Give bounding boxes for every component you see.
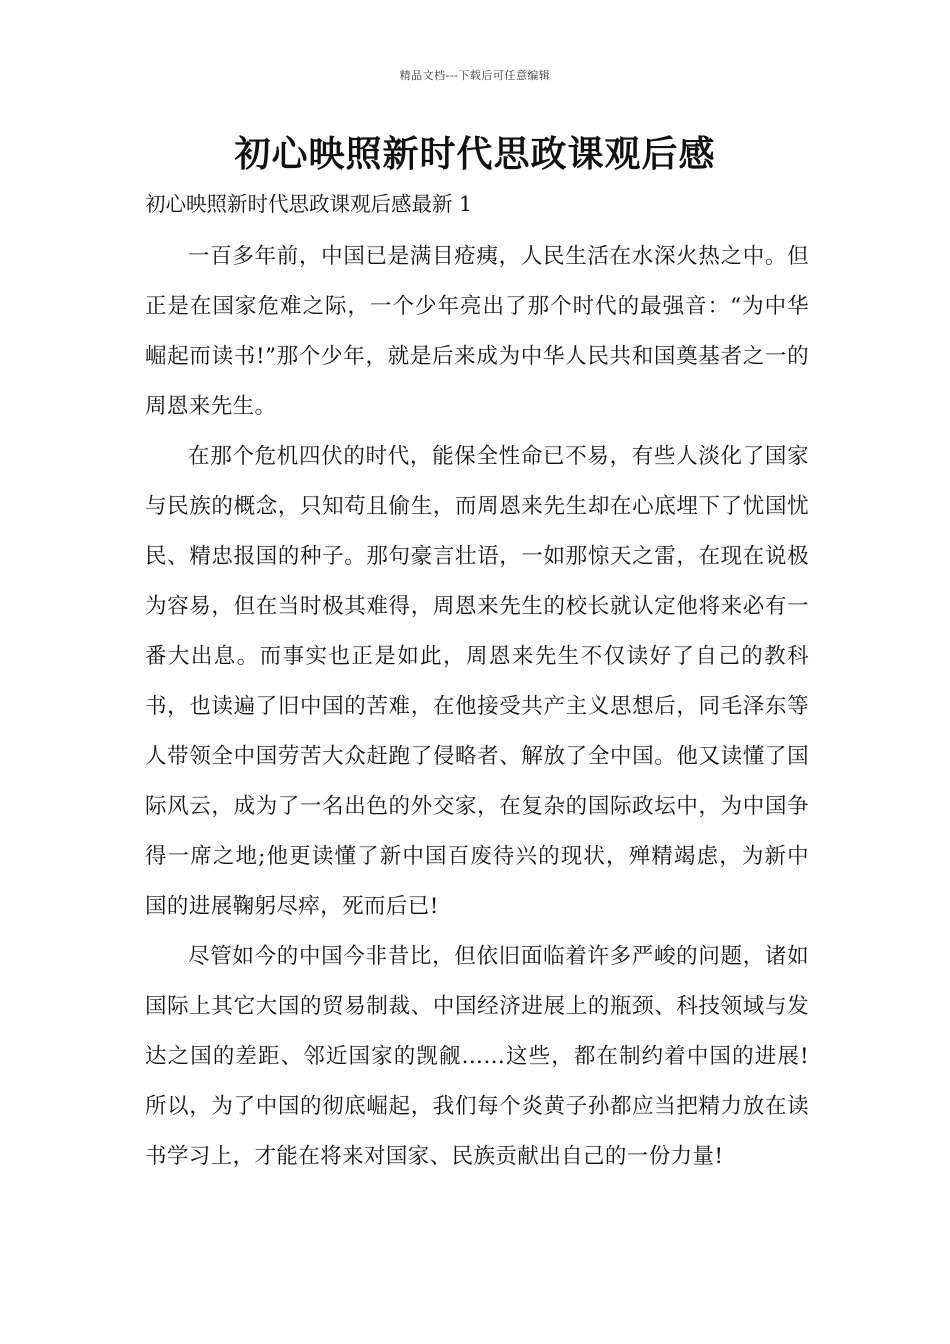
- header-note: 精品文档---下载后可任意编辑: [399, 69, 551, 82]
- paragraph: 一百多年前，中国已是满目疮痍，人民生活在水深火热之中。但正是在国家危难之际，一个少年亮出了那个时代的最强音：“为中华崛起而读书!”那个少年，就是后来成为中华人民共和国奠基者之一的周恩来先生。: [145, 244, 809, 419]
- paragraph: 尽管如今的中国今非昔比，但依旧面临着许多严峻的问题，诸如国际上其它大国的贸易制裁、中国经济进展上的瓶颈、科技领域与发达之国的差距、邻近国家的觊觎……这些，都在制约着中国的进展!所以，为了中国的彻底崛起，我们每个炎黄子孙都应当把精力放在读书学习上，才能在将来对国家、民族贡献出自己的一份力量!: [145, 944, 809, 1169]
- document-subtitle: 初心映照新时代思政课观后感最新 1: [145, 192, 473, 216]
- paragraph: 在那个危机四伏的时代，能保全性命已不易，有些人淡化了国家与民族的概念，只知苟且偷生，而周恩来先生却在心底埋下了忧国忧民、精忠报国的种子。那句豪言壮语，一如那惊天之雷，在现在说极为容易，但在当时极其难得，周恩来先生的校长就认定他将来必有一番大出息。而事实也正是如此，周恩来先生不仅读好了自己的教科书，也读遍了旧中国的苦难，在他接受共产主义思想后，同毛泽东等人带领全中国劳苦大众赶跑了侵略者、解放了全中国。他又读懂了国际风云，成为了一名出色的外交家，在复杂的国际政坛中，为中国争得一席之地;他更读懂了新中国百废待兴的现状，殚精竭虑，为新中国的进展鞠躬尽瘁，死而后已!: [145, 444, 809, 919]
- document-title: 初心映照新时代思政课观后感: [234, 133, 716, 175]
- document-body: [145, 232, 809, 1182]
